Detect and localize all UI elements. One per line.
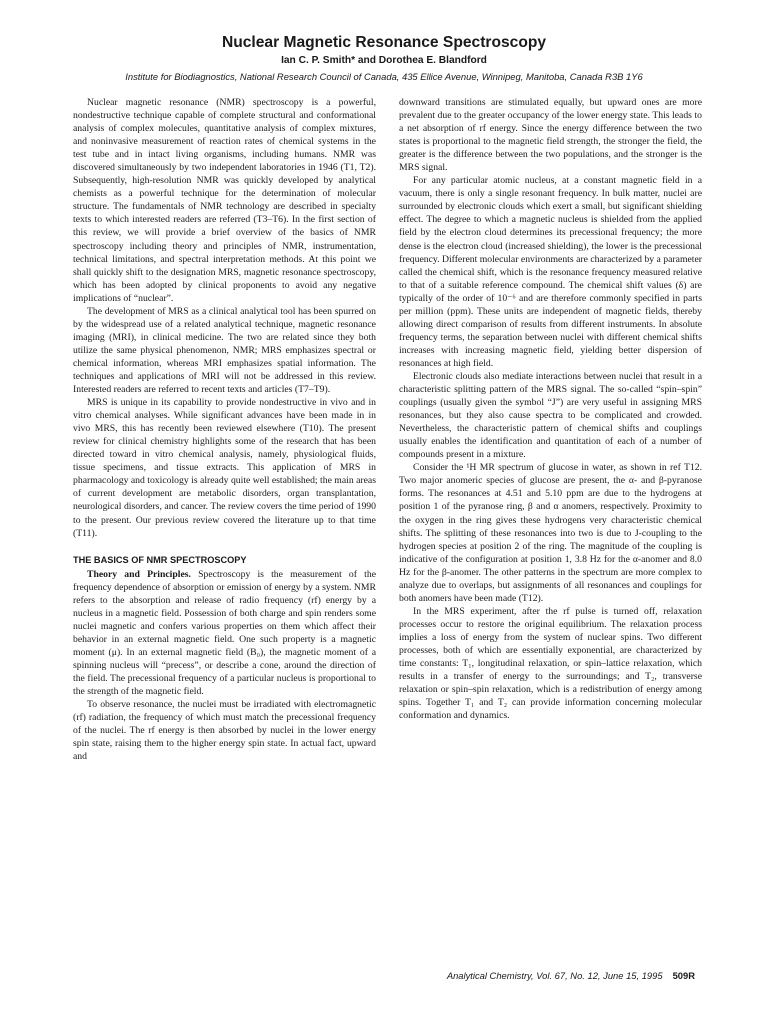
page-number: 509R	[672, 970, 695, 981]
subsection-heading: Theory and Principles.	[87, 568, 191, 580]
article-title: Nuclear Magnetic Resonance Spectroscopy	[221, 34, 547, 51]
article-authors: Ian C. P. Smith* and Dorothea E. Blandford	[281, 55, 487, 66]
section-heading: THE BASICS OF NMR SPECTROSCOPY	[73, 554, 247, 565]
paragraph: To observe resonance, the nuclei must be irradiated with electromagnetic (rf) radiation, the frequency of which must match the precessional frequency of the nuclei. The rf energy is then absorbed by nuclei in the lower energy spin state, raising them to the higher energy spin state. In actual fact, upward and	[73, 699, 376, 763]
paragraph: Nuclear magnetic resonance (NMR) spectroscopy is a powerful, nondestructive technique capable of complete structural and conformational analysis of complex molecules, quantitative analysis of complex mixtures, and noninvasive measurement of reaction rates of chemical systems in the test tube and in intact living organisms, including humans. NMR was discovered simultaneously by two independent laboratories in 1946 (T1, T2). Subsequently, high-resolution NMR was quickly developed by analytical chemists as a powerful technique for the determination of molecular structure. The fundamentals of NMR technology are described in specialty texts to which interested readers are referred (T3–T6). In the first section of this review, we will provide a brief overview of the basics of NMR spectroscopy including theory and principles of NMR, instrumentation, technical limitations, and spectral interpretation methods. At this point we shall quickly shift to the designation MRS, magnetic resonance spectroscopy, which has been adopted by clinical proponents to avoid any negative implications of “nuclear”.	[73, 97, 376, 304]
paragraph: For any particular atomic nucleus, at a constant magnetic field in a vacuum, there is only a single resonant frequency. In bulk matter, nuclei are surrounded by electronic clouds which exert a small, but significant shielding effect. The degree to which a magnetic nucleus is shielded from the applied field by the electron cloud determines its precessional frequency; the more dense is the electron cloud (increased shielding), the lower is the precessional frequency. Different molecular environments are characterized by a parameter called the chemical shift, which is the resonance frequency measured relative to that of a suitable reference compound. The chemical shift values (δ) are typically of the order of 10⁻⁶ and are therefore commonly specified in parts per million (ppm). These units are independent of magnetic fields, thereby allowing direct comparison of results from different instruments. In absolute frequency terms, the separation between nuclei with different chemical shifts increases with increasing magnetic field, yielding better dispersion of resonances at high field.	[399, 175, 702, 369]
author-affiliation: Institute for Biodiagnostics, National Research Council of Canada, 435 Ellice Avenue, Winnipeg, Manitoba, Canada R3B 1Y6	[125, 71, 643, 82]
article-header	[0, 34, 768, 84]
paragraph	[73, 568, 376, 698]
paragraph: The development of MRS as a clinical analytical tool has been spurred on by the widespread use of a related analytical technique, magnetic resonance imaging (MRI), in clinical medicine. The two are related since they both utilize the same physical phenomenon, NMR; MRS emphasizes spectral or chemical information, whereas MRI emphasizes spatial information. The techniques and applications of MRI will not be addressed in this review. Interested readers are referred to recent texts and articles (T7–T9).	[73, 305, 376, 396]
right-column	[399, 96, 702, 722]
left-column	[73, 96, 376, 763]
paragraph: Consider the ¹H MR spectrum of glucose in water, as shown in ref T12. Two major anomeric species of glucose are present, the α- and β-pyranose forms. The resonances at 4.51 and 5.10 ppm are due to the hydrogens at position 1 of the pyranose ring, β and α anomers, respectively. Proximity to the oxygen in the ring gives these hydrogens very characteristic chemical shifts. The splitting of these resonances into two is due to J-coupling to the hydrogen species at position 2 of the ring. The magnitude of the coupling is indicative of the configuration at position 1, 3.8 Hz for the α-anomer and 8.0 Hz for the β-anomer. The other patterns in the spectrum are more complex to analyze due to overlaps, but assignments of all resonances and couplings for both anomers have been made (T12).	[399, 462, 702, 604]
page-footer	[447, 970, 695, 981]
paragraph-text: Spectroscopy is the measurement of the frequency dependence of absorption or emission of energy by a system. NMR refers to the absorption and release of radio frequency (rf) energy by a nucleus in a magnetic field. Possession of both charge and spin renders some nuclei magnetic and confers various properties on them which affect their behavior in an external magnetic field. One such property is a magnetic moment (μ). In an external magnetic field (B₀), the magnetic moment of a spinning nucleus will “precess”, or describe a cone, around the direction of the field. The precessional frequency of a particular nucleus is proportional to the strength of the magnetic field.	[73, 568, 376, 698]
paragraph: Electronic clouds also mediate interactions between nuclei that result in a characteristic splitting pattern of the MRS signal. The so-called “spin–spin” couplings (usually given the symbol “J”) are very useful in assigning MRS resonances, but they also cause spectra to be complicated and crowded. Nevertheless, the characteristic pattern of chemical shifts and couplings usually enables the identification and quantitation of each of a number of compounds present in a mixture.	[399, 370, 702, 461]
paragraph: downward transitions are stimulated equally, but upward ones are more prevalent due to the greater occupancy of the lower energy state. This leads to a net absorption of rf energy. Since the energy difference between the two states is proportional to the magnetic field strength, the stronger the field, the greater is the difference between the two populations, and the stronger is the MRS signal.	[399, 97, 702, 174]
paragraph: In the MRS experiment, after the rf pulse is turned off, relaxation processes occur to restore the original equilibrium. The relaxation process implies a loss of energy from the system of nuclear spins. Two different processes, both of which are essentially exponential, are characterized by time constants: T₁, longitudinal relaxation, or spin–lattice relaxation, which results in a transfer of energy to the surroundings; and T₂, transverse relaxation or spin–spin relaxation, which is a redistribution of energy among spins. Together T₁ and T₂ can provide information concerning molecular conformation and dynamics.	[399, 605, 702, 722]
paragraph: MRS is unique in its capability to provide nondestructive in vivo and in vitro chemical analyses. While significant advances have been made in in vivo MRS, this has recently been reviewed elsewhere (T10). The present review for clinical chemistry highlights some of the research that has been directed toward in vitro chemical analysis, namely, physiological fluids, tissue specimens, and tissue extracts. This application of MRS in pharmacology and toxicology is already quite well established; the main areas of current development are metabolic disorders, organ transplantation, neurological disorders, and cancer. The review covers the time period of 1990 to the present. Our previous review covered the literature up to that time (T11).	[73, 397, 376, 539]
journal-citation: Analytical Chemistry, Vol. 67, No. 12, June 15, 1995	[446, 970, 663, 981]
